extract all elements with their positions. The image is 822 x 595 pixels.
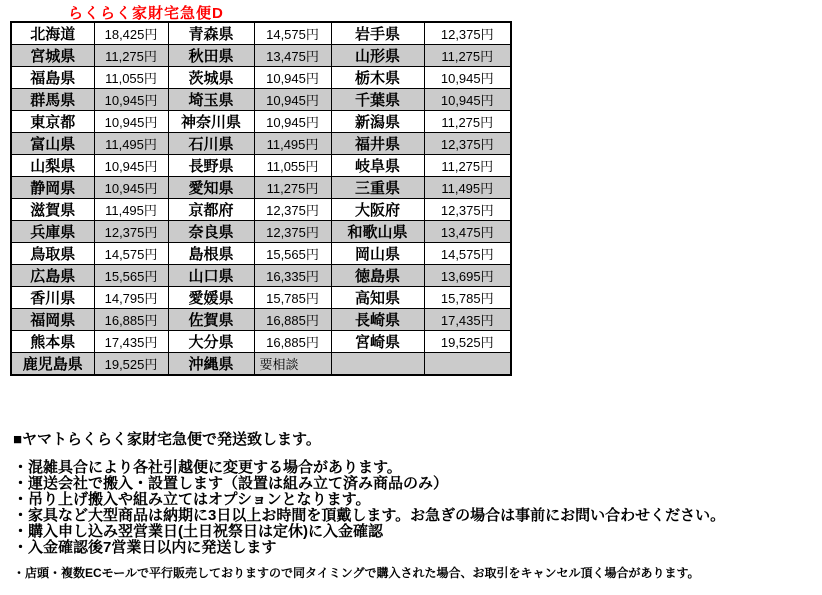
price-cell: 10,945円 xyxy=(94,155,168,177)
fee-table-row xyxy=(11,309,511,331)
prefecture-cell: 宮崎県 xyxy=(331,331,424,353)
fee-table-row xyxy=(11,221,511,243)
prefecture-cell: 青森県 xyxy=(168,22,254,45)
price-cell: 15,785円 xyxy=(254,287,331,309)
price-cell: 14,575円 xyxy=(424,243,511,265)
prefecture-cell: 新潟県 xyxy=(331,111,424,133)
notes-heading: ■ヤマトらくらく家財宅急便で発送致します。 xyxy=(13,431,321,448)
price-cell: 10,945円 xyxy=(94,89,168,111)
prefecture-cell: 神奈川県 xyxy=(168,111,254,133)
price-cell: 17,435円 xyxy=(424,309,511,331)
prefecture-cell xyxy=(331,353,424,376)
prefecture-cell: 福岡県 xyxy=(11,309,94,331)
prefecture-cell: 島根県 xyxy=(168,243,254,265)
price-cell: 16,885円 xyxy=(254,331,331,353)
note-bullet: ・吊り上げ搬入や組み立てはオプションとなります。 xyxy=(13,491,371,508)
prefecture-cell: 富山県 xyxy=(11,133,94,155)
prefecture-cell: 山梨県 xyxy=(11,155,94,177)
prefecture-cell: 山形県 xyxy=(331,45,424,67)
price-cell: 10,945円 xyxy=(254,89,331,111)
prefecture-cell: 愛媛県 xyxy=(168,287,254,309)
price-cell: 11,495円 xyxy=(254,133,331,155)
note-bullet: ・入金確認後7営業日以内に発送します xyxy=(13,539,277,556)
price-cell: 15,565円 xyxy=(94,265,168,287)
price-cell: 11,275円 xyxy=(254,177,331,199)
price-cell: 11,275円 xyxy=(424,45,511,67)
prefecture-cell: 長野県 xyxy=(168,155,254,177)
price-cell: 12,375円 xyxy=(254,199,331,221)
price-cell: 11,275円 xyxy=(94,45,168,67)
price-cell: 13,475円 xyxy=(424,221,511,243)
prefecture-cell: 三重県 xyxy=(331,177,424,199)
prefecture-cell: 埼玉県 xyxy=(168,89,254,111)
fee-table-row xyxy=(11,67,511,89)
shipping-fee-table xyxy=(10,21,512,376)
price-cell: 10,945円 xyxy=(94,177,168,199)
prefecture-cell: 栃木県 xyxy=(331,67,424,89)
price-cell: 16,335円 xyxy=(254,265,331,287)
prefecture-cell: 群馬県 xyxy=(11,89,94,111)
price-cell: 13,475円 xyxy=(254,45,331,67)
fee-table-row xyxy=(11,22,511,45)
prefecture-cell: 佐賀県 xyxy=(168,309,254,331)
fee-table-row xyxy=(11,243,511,265)
fee-table-row xyxy=(11,177,511,199)
prefecture-cell: 石川県 xyxy=(168,133,254,155)
prefecture-cell: 大分県 xyxy=(168,331,254,353)
fee-table-row xyxy=(11,353,511,376)
price-cell: 10,945円 xyxy=(254,67,331,89)
price-cell: 12,375円 xyxy=(424,133,511,155)
prefecture-cell: 岩手県 xyxy=(331,22,424,45)
prefecture-cell: 宮城県 xyxy=(11,45,94,67)
prefecture-cell: 滋賀県 xyxy=(11,199,94,221)
price-cell: 18,425円 xyxy=(94,22,168,45)
price-cell: 11,275円 xyxy=(424,111,511,133)
price-cell: 19,525円 xyxy=(424,331,511,353)
prefecture-cell: 東京都 xyxy=(11,111,94,133)
price-cell: 10,945円 xyxy=(94,111,168,133)
price-cell: 11,055円 xyxy=(254,155,331,177)
prefecture-cell: 岐阜県 xyxy=(331,155,424,177)
price-cell: 15,565円 xyxy=(254,243,331,265)
prefecture-cell: 京都府 xyxy=(168,199,254,221)
shipping-notes xyxy=(13,428,813,581)
prefecture-cell: 熊本県 xyxy=(11,331,94,353)
price-cell: 13,695円 xyxy=(424,265,511,287)
price-cell: 11,495円 xyxy=(94,133,168,155)
price-cell: 11,055円 xyxy=(94,67,168,89)
price-cell: 16,885円 xyxy=(94,309,168,331)
prefecture-cell: 奈良県 xyxy=(168,221,254,243)
note-bullet: ・運送会社で搬入・設置します（設置は組み立て済み商品のみ） xyxy=(13,475,449,492)
prefecture-cell: 香川県 xyxy=(11,287,94,309)
prefecture-cell: 鹿児島県 xyxy=(11,353,94,376)
price-cell: 10,945円 xyxy=(424,89,511,111)
note-bullet: ・家具など大型商品は納期に3日以上お時間を頂戴します。お急ぎの場合は事前にお問い合わせください。 xyxy=(13,507,726,524)
prefecture-cell: 長崎県 xyxy=(331,309,424,331)
prefecture-cell: 大阪府 xyxy=(331,199,424,221)
fee-table-row xyxy=(11,45,511,67)
prefecture-cell: 千葉県 xyxy=(331,89,424,111)
price-cell: 15,785円 xyxy=(424,287,511,309)
note-bullet: ・購入申し込み翌営業日(土日祝祭日は定休)に入金確認 xyxy=(13,523,383,540)
prefecture-cell: 広島県 xyxy=(11,265,94,287)
prefecture-cell: 和歌山県 xyxy=(331,221,424,243)
prefecture-cell: 沖縄県 xyxy=(168,353,254,376)
price-cell: 10,945円 xyxy=(254,111,331,133)
prefecture-cell: 岡山県 xyxy=(331,243,424,265)
price-cell: 14,575円 xyxy=(254,22,331,45)
prefecture-cell: 山口県 xyxy=(168,265,254,287)
price-cell xyxy=(424,353,511,376)
prefecture-cell: 愛知県 xyxy=(168,177,254,199)
fee-table-row xyxy=(11,155,511,177)
price-cell: 11,495円 xyxy=(424,177,511,199)
price-cell: 11,495円 xyxy=(94,199,168,221)
price-cell: 14,795円 xyxy=(94,287,168,309)
fee-table-row xyxy=(11,89,511,111)
prefecture-cell: 高知県 xyxy=(331,287,424,309)
prefecture-cell: 茨城県 xyxy=(168,67,254,89)
price-cell: 12,375円 xyxy=(424,199,511,221)
prefecture-cell: 兵庫県 xyxy=(11,221,94,243)
fee-table-row xyxy=(11,199,511,221)
price-cell: 14,575円 xyxy=(94,243,168,265)
fee-table-row xyxy=(11,331,511,353)
price-cell: 11,275円 xyxy=(424,155,511,177)
fee-table-row xyxy=(11,111,511,133)
prefecture-cell: 福井県 xyxy=(331,133,424,155)
price-cell: 要相談 xyxy=(254,353,331,376)
shipping-table-title: らくらく家財宅急便D xyxy=(68,5,224,22)
prefecture-cell: 鳥取県 xyxy=(11,243,94,265)
price-cell: 16,885円 xyxy=(254,309,331,331)
prefecture-cell: 秋田県 xyxy=(168,45,254,67)
prefecture-cell: 北海道 xyxy=(11,22,94,45)
fee-table-row xyxy=(11,265,511,287)
note-bullet: ・混雑具合により各社引越便に変更する場合があります。 xyxy=(13,459,402,476)
prefecture-cell: 福島県 xyxy=(11,67,94,89)
price-cell: 17,435円 xyxy=(94,331,168,353)
price-cell: 10,945円 xyxy=(424,67,511,89)
prefecture-cell: 徳島県 xyxy=(331,265,424,287)
notes-footnote: ・店頭・複数ECモールで平行販売しておりますので同タイミングで購入された場合、お取引をキャンセル頂く場合があります。 xyxy=(13,566,700,580)
price-cell: 19,525円 xyxy=(94,353,168,376)
fee-table-row xyxy=(11,287,511,309)
prefecture-cell: 静岡県 xyxy=(11,177,94,199)
price-cell: 12,375円 xyxy=(94,221,168,243)
fee-table-row xyxy=(11,133,511,155)
price-cell: 12,375円 xyxy=(424,22,511,45)
price-cell: 12,375円 xyxy=(254,221,331,243)
